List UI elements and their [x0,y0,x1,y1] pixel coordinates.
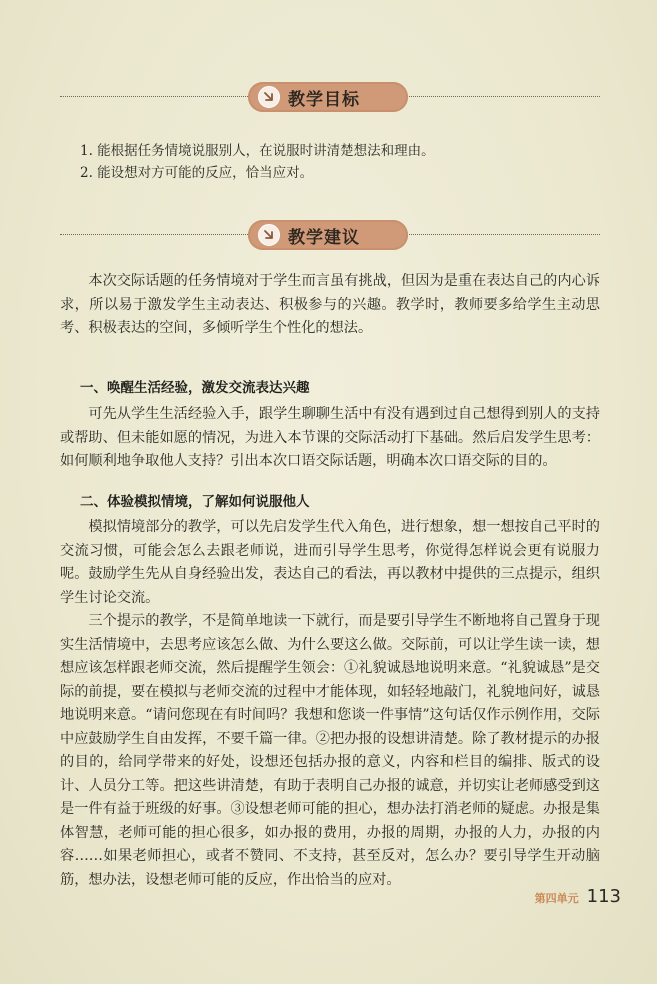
paragraph: 三个提示的教学，不是简单地读一下就行，而是要引导学生不断地将自己置身于现实生活情境中，去思考应该怎么做、为什么要这么做。交际前，可以让学生读一读，想想应该怎样跟老师交流，然后提醒学生领会：①礼貌诚恳地说明来意。“礼貌诚恳”是交际的前提，要在模拟与老师交流的过程中才能体现，如轻轻地敲门，礼貌地问好，诚恳地说明来意。“请问您现在有时间吗？我想和您谈一件事情”这句话仅作示例作用，交际中应鼓励学生自由发挥，不要千篇一律。②把办报的设想讲清楚。除了教材提示的办报的目的，给同学带来的好处，设想还包括办报的意义，内容和栏目的编排、版式的设计、人员分工等。把这些讲清楚，有助于表明自己办报的诚意，并切实让老师感受到这是一件有益于班级的好事。③设想老师可能的担心，想办法打消老师的疑虑。办报是集体智慧，老师可能的担心很多，如办报的费用，办报的周期，办报的人力，办报的内容……如果老师担心，或者不赞同、不支持，甚至反对，怎么办？要引导学生开动脑筋，想办法，设想老师可能的反应，作出恰当的应对。 [60,613,600,888]
goal-item: 1. 能根据任务情境说服别人，在说服时讲清楚想法和理由。 [80,143,435,159]
subheading-part1: 一、唤醒生活经验，激发交流表达兴趣 [80,380,310,396]
section-title: 教学目标 [288,89,360,110]
goals-list [80,140,435,184]
section-header-suggestions [60,218,600,252]
unit-label: 第四单元 [534,892,579,905]
section-header-goals [60,80,600,114]
section-title-pill [248,220,408,250]
paragraph: 本次交际话题的任务情境对于学生而言虽有挑战，但因为是重在表达自己的内心诉求，所以易于激发学生主动表达、积极参与的兴趣。教学时，教师要多给学生主动思考、积极表达的空间，多倾听学生个性化的想法。 [60,273,600,336]
intro-text [60,270,600,341]
part2-text [60,516,600,892]
paragraph: 模拟情境部分的教学，可以先启发学生代入角色，进行想象，想一想按自己平时的交流习惯，可能会怎么去跟老师说，进而引导学生思考，你觉得怎样说会更有说服力呢。鼓励学生先从自身经验出发，表达自己的看法，再以教材中提供的三点提示，组织学生讨论交流。 [60,519,600,606]
goal-item: 2. 能设想对方可能的反应，恰当应对。 [80,165,314,181]
part1-text [60,403,600,474]
circled-arrow-icon [258,86,280,108]
section-title: 教学建议 [288,227,360,248]
paragraph: 可先从学生生活经验入手，跟学生聊聊生活中有没有遇到过自己想得到别人的支持或帮助、但未能如愿的情况，为进入本节课的交际活动打下基础。然后启发学生思考：如何顺利地争取他人支持？引出本次口语交际话题，明确本次口语交际的目的。 [60,406,600,469]
subheading-part2: 二、体验模拟情境，了解如何说服他人 [80,494,310,510]
circled-arrow-icon [258,224,280,246]
page-footer [535,886,621,907]
section-title-pill [248,82,408,112]
page-number: 113 [586,886,621,907]
